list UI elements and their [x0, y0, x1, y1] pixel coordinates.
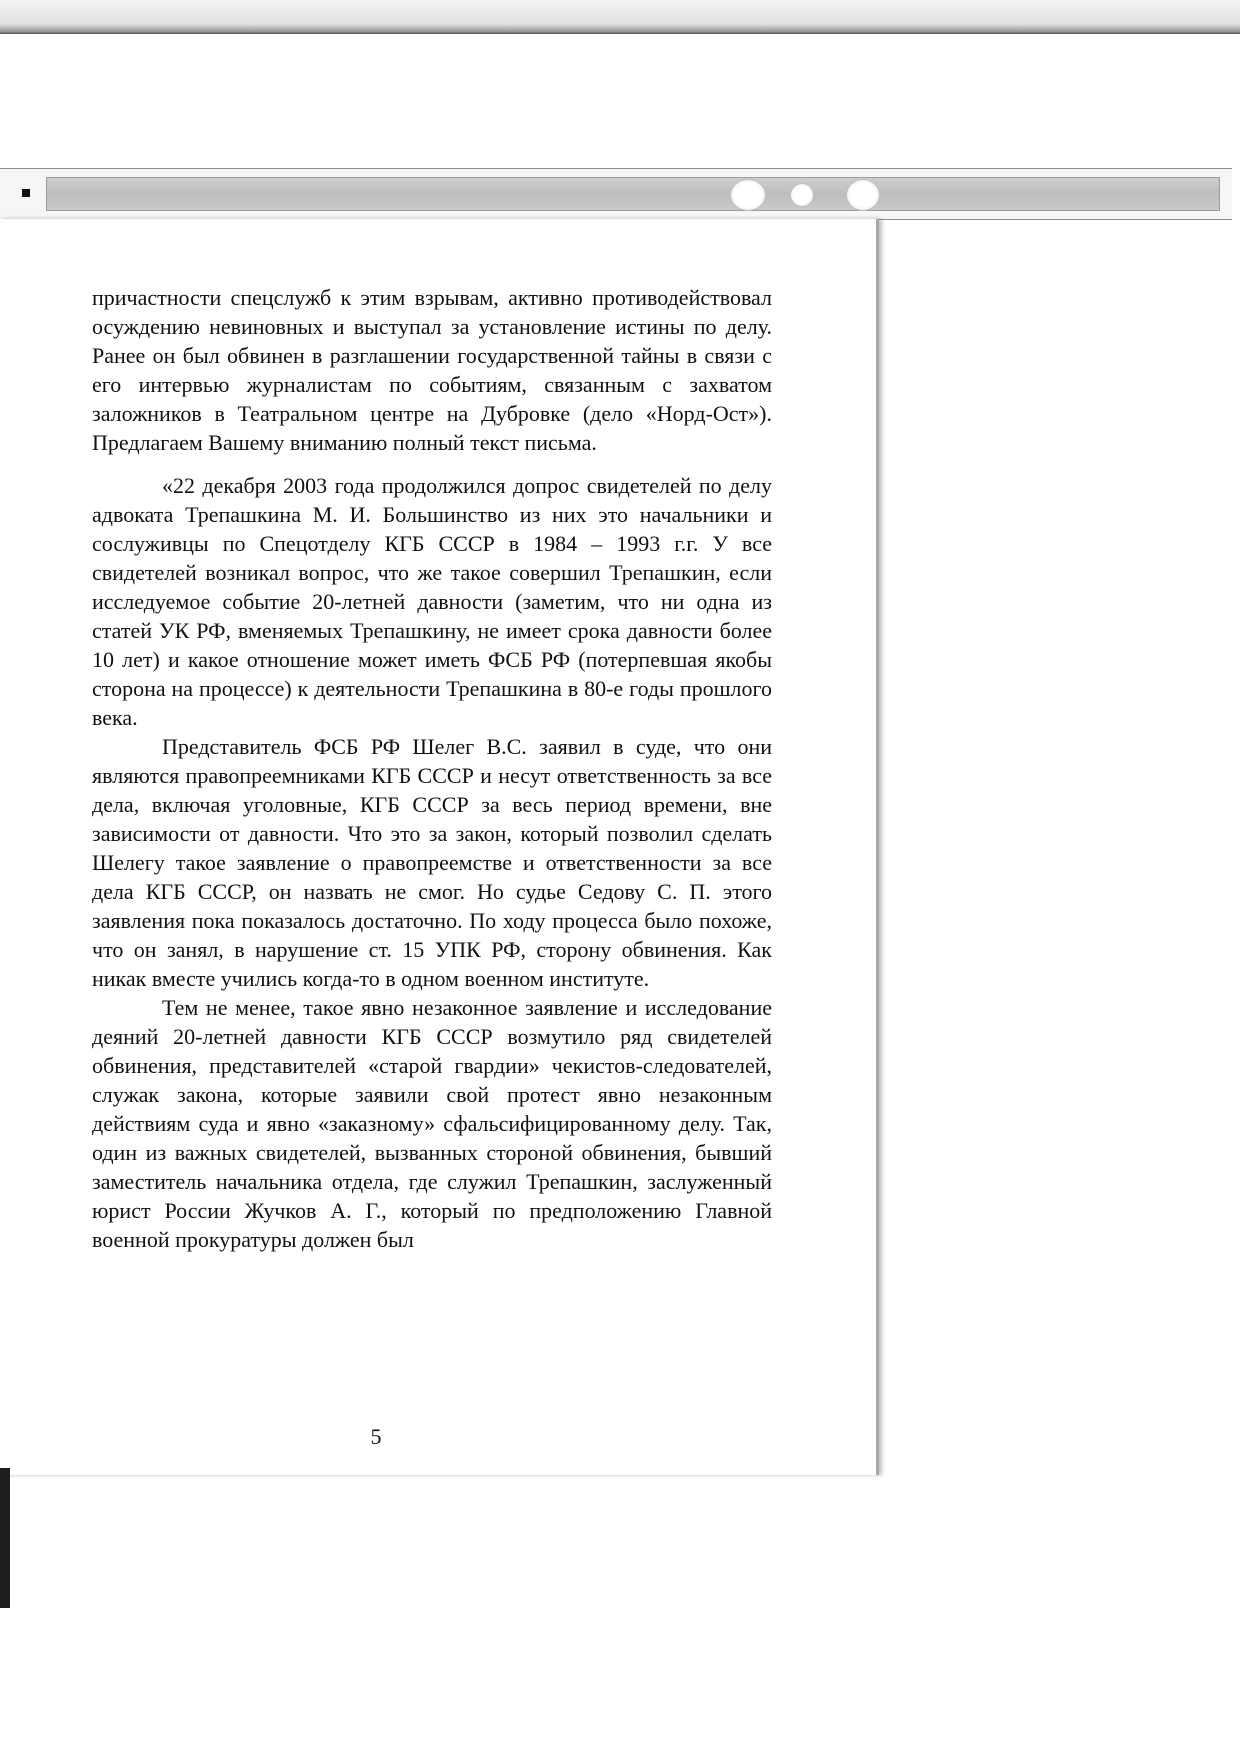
scan-edge-mark	[0, 1468, 10, 1608]
punch-hole	[730, 179, 766, 211]
binder-bar	[46, 177, 1220, 211]
paragraph: Тем не менее, такое явно незаконное заявление и исследование деяний 20-летней давности КГБ СССР возмутило ряд свидетелей обвинения, представителей «старой гвардии» чекистов-следователей, служак закона, которые заявили свой протест явно незаконным действиям суда и явно «заказному» сфальсифицированному делу. Так, один из важных свидетелей, вызванных стороной обвинения, бывший заместитель начальника отдела, где служил Трепашкин, заслуженный юрист России Жучков А. Г., который по предположению Главной военной прокуратуры должен был	[92, 995, 772, 1252]
page-number	[0, 1424, 876, 1450]
marker-square	[22, 189, 30, 197]
binder-strip	[0, 168, 1232, 220]
paragraph: причастности спецслужб к этим взрывам, активно противодействовал осуждению невиновных и выступал за установление истины по делу. Ранее он был обвинен в разглашении государственной тайны в связи с его интервью журналистам по событиям, связанным с захватом заложников в Театральном центре на Дубровке (дело «Норд-Ост»). Предлагаем Вашему вниманию полный текст письма.	[92, 285, 772, 455]
paragraph: «22 декабря 2003 года продолжился допрос свидетелей по делу адвоката Трепашкина М. И. Большинство из них это начальники и сослуживцы по Спецотделу КГБ СССР в 1984 – 1993 г.г. У все свидетелей возникал вопрос, что же такое совершил Трепашкин, если исследуемое событие 20-летней давности (заметим, что ни одна из статей УК РФ, вменяемых Трепашкину, не имеет срока давности более 10 лет) и какое отношение может иметь ФСБ РФ (потерпевшая якобы сторона на процессе) к деятельности Трепашкина в 80-е годы прошлого века.	[92, 473, 772, 730]
punch-hole	[790, 183, 814, 207]
punch-hole	[846, 179, 880, 211]
paragraph: Представитель ФСБ РФ Шелег В.С. заявил в суде, что они являются правопреемниками КГБ СССР и несут ответственность за все дела, включая уголовные, КГБ СССР за весь период времени, вне зависимости от давности. Что это за закон, который позволил сделать Шелегу такое заявление о правопреемстве и ответственности за все дела КГБ СССР, он назвать не смог. Но судье Седову С. П. этого заявления пока показалось достаточно. По ходу процесса было похоже, что он занял, в нарушение ст. 15 УПК РФ, сторону обвинения. Как никак вместе учились когда-то в одном военном институте.	[92, 734, 772, 991]
page-number-text: 5	[370, 1424, 382, 1449]
document-body	[92, 283, 772, 1254]
scan-top-edge	[0, 0, 1240, 34]
